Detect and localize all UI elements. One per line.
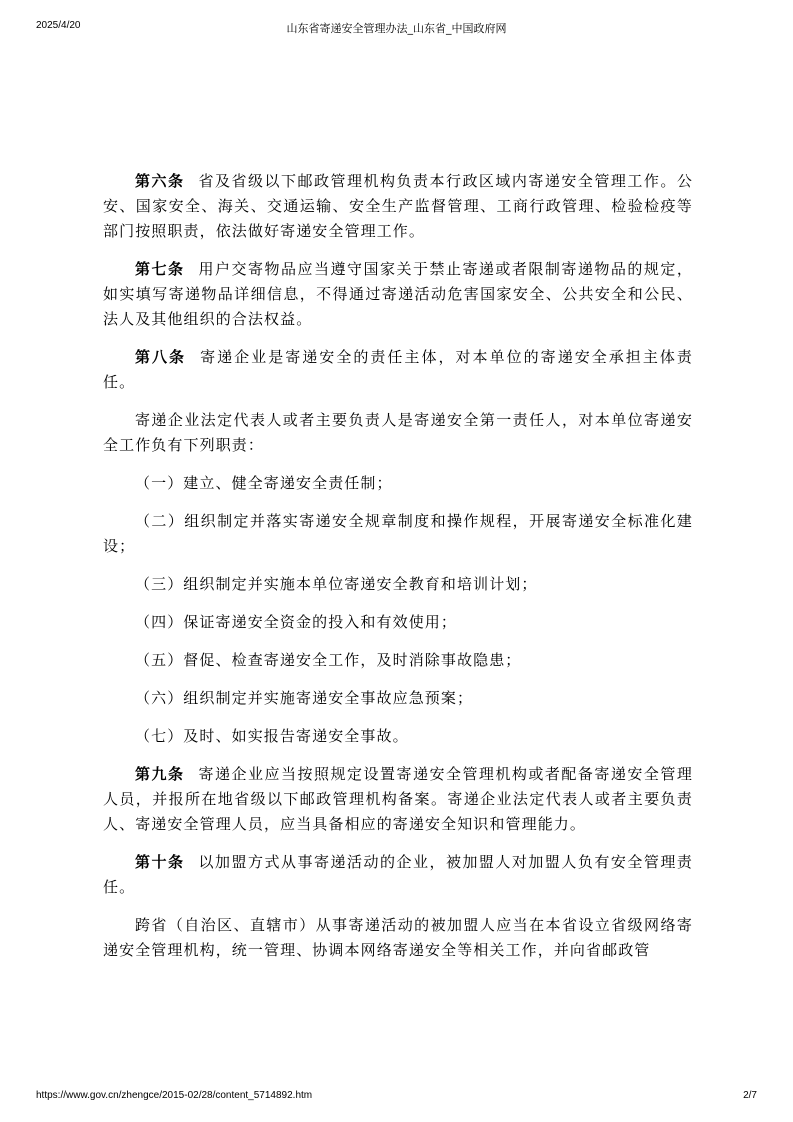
article-number: 第六条 bbox=[135, 172, 185, 190]
paragraph bbox=[103, 408, 693, 458]
list-item-text: （一）建立、健全寄递安全责任制； bbox=[135, 474, 393, 492]
paragraph bbox=[103, 913, 693, 963]
list-item-text: （六）组织制定并实施寄递安全事故应急预案； bbox=[135, 689, 474, 707]
print-footer bbox=[0, 1090, 793, 1110]
paragraph-text: 寄递企业法定代表人或者主要负责人是寄递安全第一责任人，对本单位寄递安全工作负有下列职责： bbox=[103, 411, 693, 454]
list-item bbox=[103, 610, 693, 635]
list-item-text: （二）组织制定并落实寄递安全规章制度和操作规程，开展寄递安全标准化建设； bbox=[103, 512, 693, 555]
article-9-paragraph bbox=[103, 762, 693, 837]
print-date: 2025/4/20 bbox=[36, 20, 81, 31]
page-url: https://www.gov.cn/zhengce/2015-02/28/content_5714892.htm bbox=[36, 1090, 313, 1101]
article-number: 第七条 bbox=[135, 260, 185, 278]
list-item bbox=[103, 509, 693, 559]
article-6-paragraph bbox=[103, 169, 693, 244]
list-item-text: （三）组织制定并实施本单位寄递安全教育和培训计划； bbox=[135, 575, 538, 593]
page-title: 山东省寄递安全管理办法_山东省_中国政府网 bbox=[286, 22, 507, 35]
list-item bbox=[103, 686, 693, 711]
list-item bbox=[103, 648, 693, 673]
article-number: 第九条 bbox=[135, 765, 185, 783]
paragraph-text: 跨省（自治区、直辖市）从事寄递活动的被加盟人应当在本省设立省级网络寄递安全管理机构，统一管理、协调本网络寄递安全等相关工作，并向省邮政管 bbox=[103, 916, 693, 959]
paragraph-text: 用户交寄物品应当遵守国家关于禁止寄递或者限制寄递物品的规定，如实填写寄递物品详细信息，不得通过寄递活动危害国家安全、公共安全和公民、法人及其他组织的合法权益。 bbox=[103, 260, 693, 328]
print-header bbox=[0, 0, 793, 40]
paragraph-text: 寄递企业应当按照规定设置寄递安全管理机构或者配备寄递安全管理人员，并报所在地省级以下邮政管理机构备案。寄递企业法定代表人或者主要负责人、寄递安全管理人员，应当具备相应的寄递安全知识和管理能力。 bbox=[103, 765, 693, 833]
list-item-text: （五）督促、检查寄递安全工作，及时消除事故隐患； bbox=[135, 651, 522, 669]
article-10-paragraph bbox=[103, 850, 693, 900]
paragraph-text: 以加盟方式从事寄递活动的企业，被加盟人对加盟人负有安全管理责任。 bbox=[103, 853, 693, 896]
document-body bbox=[103, 169, 693, 976]
paragraph-text: 省及省级以下邮政管理机构负责本行政区域内寄递安全管理工作。公安、国家安全、海关、交通运输、安全生产监督管理、工商行政管理、检验检疫等部门按照职责，依法做好寄递安全管理工作。 bbox=[103, 172, 693, 240]
list-item bbox=[103, 724, 693, 749]
article-number: 第八条 bbox=[135, 348, 187, 366]
page-number: 2/7 bbox=[743, 1090, 757, 1101]
list-item bbox=[103, 471, 693, 496]
list-item-text: （七）及时、如实报告寄递安全事故。 bbox=[135, 727, 409, 745]
article-number: 第十条 bbox=[135, 853, 185, 871]
paragraph-text: 寄递企业是寄递安全的责任主体，对本单位的寄递安全承担主体责任。 bbox=[103, 348, 693, 391]
article-8-paragraph bbox=[103, 345, 693, 395]
article-7-paragraph bbox=[103, 257, 693, 332]
list-item-text: （四）保证寄递安全资金的投入和有效使用； bbox=[135, 613, 458, 631]
list-item bbox=[103, 572, 693, 597]
